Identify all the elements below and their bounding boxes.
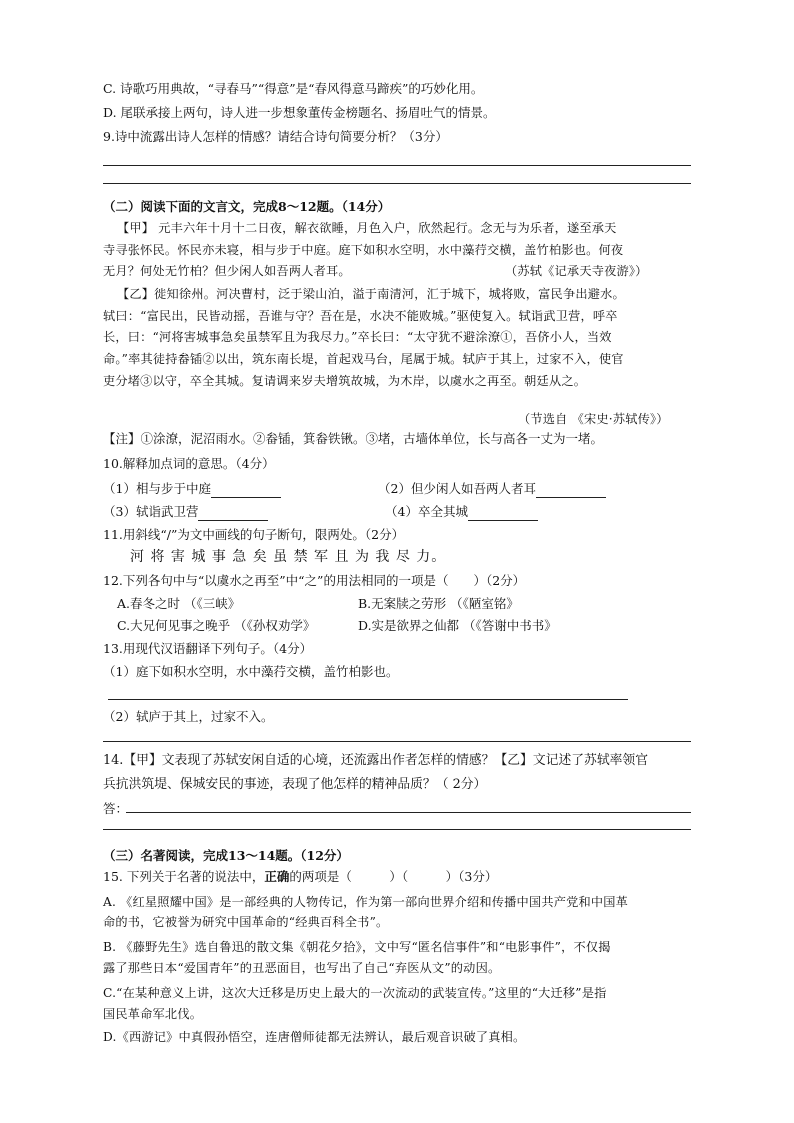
q11-stem: 11.用斜线“/”为文中画线的句子断句，限两处。（2分） (103, 527, 405, 542)
q15-option-a: A. 《红星照耀中国》是一部经典的人物传记，作为第一部向世界介绍和传播中国共产党和中国革 (103, 895, 629, 909)
q10-item-4: （4）卒全其城 (385, 503, 538, 521)
answer-line (108, 699, 628, 700)
q13-stem: 13.用现代汉语翻译下列句子。（4分） (103, 641, 313, 656)
passage-yi-line: 【乙】徙知徐州。河决曹村，泛于梁山泊，溢于南清河，汇于城下，城将败，富民争出避水。 (117, 287, 625, 301)
q15-option-a-cont: 命的书，它被誉为研究中国革命的“经典百科全书”。 (103, 915, 389, 929)
q13-item-2: （2）轼庐于其上，过家不入。 (103, 709, 274, 724)
answer-line (103, 741, 691, 742)
q14-stem-line: 兵抗洪筑堤、保城安民的事迹，表现了他怎样的精神品质？（ 2分） (103, 777, 487, 792)
passage-jia-line: 无月？何处无竹柏？但少闲人如吾两人者耳。 (103, 264, 351, 278)
q14-answer-label: 答： (103, 801, 129, 816)
passage-yi-source: （节选自 《宋史·苏轼传》） (518, 412, 669, 426)
q10-item-3: （3）轼诣武卫营 (103, 503, 268, 521)
q12-option-c: C.大兄何见事之晚乎 （《孙权劝学》 (117, 618, 316, 633)
q12-option-d: D.实是欲界之仙都 （《答谢中书书》 (358, 618, 557, 633)
q10-item-2: （2）但少闲人如吾两人者耳 (378, 480, 606, 498)
answer-line (103, 165, 691, 166)
passage-yi-line: 吏分堵③以守，卒全其城。复请调来岁夫增筑故城，为木岸，以虞水之再至。朝廷从之。 (103, 374, 587, 388)
q10-stem: 10.解释加点词的意思。（4分） (103, 456, 275, 471)
section3-heading: （三）名著阅读，完成13～14题。（12分） (103, 848, 349, 863)
q12-stem: 12.下列各句中与“以虞水之再至”中“之”的用法相同的一项是（ ）（2分） (103, 573, 526, 588)
passage-jia-line: 【甲】 元丰六年十月十二日夜，解衣欲睡，月色入户，欣然起行。念无与为乐者，遂至承天 (117, 221, 617, 235)
q8-option-c: C. 诗歌巧用典故，“寻春马”“得意”是“春风得意马蹄疾”的巧妙化用。 (103, 81, 484, 96)
section2-heading: （二）阅读下面的文言文，完成8～12题。（14分） (103, 199, 391, 214)
passage-yi-line: 轼曰：“富民出，民皆动摇，吾谁与守？吾在是，水决不能败城。”驱使复入。轼诣武卫营，呼卒 (103, 309, 618, 323)
q15-stem: 15. 下列关于名著的说法中，正确的两项是（ ）（ ）（3分） (103, 869, 498, 884)
q9-stem: 9.诗中流露出诗人怎样的情感？请结合诗句简要分析？（3分） (103, 129, 448, 144)
answer-line (103, 829, 691, 830)
q11-sentence: 河 将 害 城 事 急 矣 虽 禁 军 且 为 我 尽 力。 (130, 549, 447, 565)
q12-option-a: A.春冬之时 （《三峡》 (117, 596, 241, 611)
q12-option-b: B.无案牍之劳形 （《陋室铭》 (358, 596, 519, 611)
q15-option-c-cont: 国民革命军北伐。 (103, 1007, 203, 1021)
q8-option-d: D. 尾联承接上两句，诗人进一步想象董传金榜题名、扬眉吐气的情景。 (103, 105, 496, 120)
q15-option-b-cont: 露了那些日本“爱国青年”的丑恶面目，也写出了自己“弃医从文”的动因。 (103, 961, 501, 975)
passage-jia-source: （苏轼《记承天寺夜游》） (505, 264, 648, 278)
q13-item-1: （1）庭下如积水空明，水中藻荇交横，盖竹柏影也。 (103, 664, 399, 679)
q15-option-c: C.“在某种意义上讲，这次大迁移是历史上最大的一次流动的武装宣传。”这里的“大迁移”是指 (103, 986, 607, 1000)
q15-option-d: D.《西游记》中真假孙悟空，连唐僧师徒都无法辨认，最后观音识破了真相。 (103, 1030, 526, 1044)
answer-line (103, 183, 691, 184)
answer-line (126, 812, 691, 813)
passage-jia-line: 寺寻张怀民。怀民亦未寝，相与步于中庭。庭下如积水空明，水中藻荇交横，盖竹柏影也。何夜 (103, 243, 624, 257)
q14-stem-line: 14.【甲】文表现了苏轼安闲自适的心境，还流露出作者怎样的情感？【乙】文记述了苏轼率领官 (103, 753, 649, 768)
passage-yi-line: 长，曰：“河将害城事急矣虽禁军且为我尽力。”卒长曰：“太守犹不避涂潦①，吾侪小人，当效 (103, 330, 612, 344)
annotation-note: 【注】①涂潦，泥沼雨水。②畚锸，箕畚铁锹。③堵，古墙体单位，长与高各一丈为一堵。 (103, 431, 604, 446)
q10-item-1: （1）相与步于中庭 (103, 480, 281, 498)
passage-yi-line: 命。”率其徒持畚锸②以出，筑东南长堤，首起戏马台，尾属于城。轼庐于其上，过家不入，使官 (103, 352, 624, 366)
q15-option-b: B. 《藤野先生》选自鲁迅的散文集《朝花夕拾》，文中写“匿名信事件”和“电影事件”，不仅揭 (103, 940, 611, 954)
